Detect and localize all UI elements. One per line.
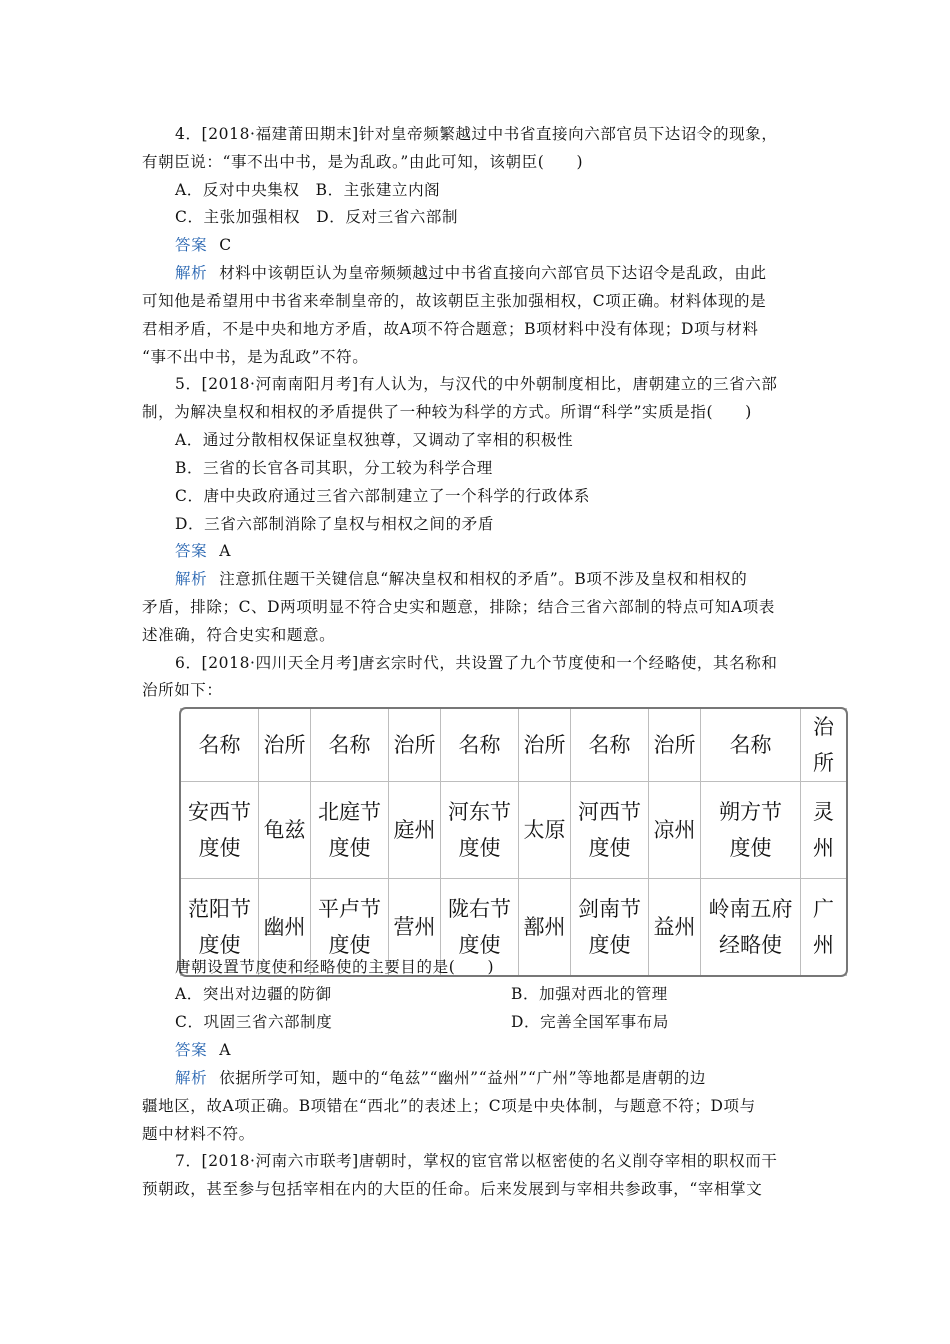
header-cell: 名称 [181,709,259,782]
q4-stem-line-2: 有朝臣说：“事不出中书，是为乱政。”由此可知，该朝臣( ) [142,153,584,171]
q5-option-a: A．通过分散相权保证皇权独尊，又调动了宰相的积极性 [175,431,574,449]
cell-line: 度使 [458,836,501,860]
table-cell [519,879,571,976]
analysis-label: 解析 [175,264,208,282]
table-cell [519,782,571,879]
q6-answer [175,1040,231,1060]
cell-line: 岭南五府 [708,897,793,921]
cell-line: 度使 [729,836,772,860]
table-cell [801,879,847,976]
cell-line: 范阳节 [188,897,251,921]
table-cell [441,782,519,879]
q4-options-ab: A．反对中央集权 B．主张建立内阁 [175,181,441,199]
header-cell: 名称 [571,709,649,782]
cell-line: 河东节 [448,800,511,824]
q6-analysis-line-3: 题中材料不符。 [142,1125,255,1143]
q5-answer [175,541,231,561]
answer-label: 答案 [175,542,208,560]
cell-line: 庭州 [393,818,436,842]
header-cell: 治所 [519,709,571,782]
answer-label: 答案 [175,1041,208,1059]
q4-analysis-line-2: 可知他是希望用中书省来牵制皇帝的，故该朝臣主张加强相权，C项正确。材料体现的是 [142,292,767,310]
analysis-text: 材料中该朝臣认为皇帝频频越过中书省直接向六部官员下达诏令是乱政，由此 [219,264,767,282]
q5-option-d: D．三省六部制消除了皇权与相权之间的矛盾 [175,515,494,533]
q5-stem-line-2: 制，为解决皇权和相权的矛盾提供了一种较为科学的方式。所谓“科学”实质是指( ) [142,403,752,421]
table-header-row [181,709,847,782]
table-cell [571,879,649,976]
header-cell: 治所 [259,709,311,782]
cell-line: 经略使 [719,933,782,957]
table-cell [649,782,701,879]
cell-line: 益州 [653,915,696,939]
cell-line: 太原 [523,818,566,842]
cell-line: 鄯州 [523,915,566,939]
table-row [181,782,847,879]
table-cell [259,782,311,879]
q5-analysis-line-3: 述准确，符合史实和题意。 [142,626,336,644]
cell-line: 度使 [588,836,631,860]
cell-line: 龟兹 [263,818,306,842]
table-cell [181,782,259,879]
cell-line: 河西节 [578,800,641,824]
cell-line: 度使 [458,933,501,957]
q6-option-b: B．加强对西北的管理 [511,985,668,1003]
cell-line: 朔方节 [719,800,782,824]
q4-answer [175,235,232,255]
table-cell [801,782,847,879]
cell-line: 安西节 [188,800,251,824]
cell-line: 陇右节 [448,897,511,921]
table-cell [649,879,701,976]
q6-stem-line-2: 治所如下： [142,681,223,699]
q6-stem-line-1: 6．[2018·四川天全月考]唐玄宗时代，共设置了九个节度使和一个经略使，其名称和 [175,654,778,672]
q4-stem-line-1: 4．[2018·福建莆田期末]针对皇帝频繁越过中书省直接向六部官员下达诏令的现象， [175,125,778,143]
header-cell: 治所 [389,709,441,782]
cell-line: 凉州 [653,818,696,842]
q4-options-cd: C．主张加强相权 D．反对三省六部制 [175,208,459,226]
answer-label: 答案 [175,236,208,254]
cell-line: 广州 [813,897,834,957]
analysis-label: 解析 [175,1069,208,1087]
table-cell [571,782,649,879]
cell-line: 剑南节 [578,897,641,921]
table-cell [311,782,389,879]
cell-line: 营州 [393,915,436,939]
table-cell [701,879,801,976]
q4-analysis-line-4: “事不出中书，是为乱政”不符。 [142,348,369,366]
q6-option-c: C．巩固三省六部制度 [175,1013,333,1031]
header-cell: 治所 [801,709,847,782]
q6-option-a: A．突出对边疆的防御 [175,985,332,1003]
cell-line: 度使 [588,933,631,957]
cell-line: 度使 [328,836,371,860]
cell-line: 幽州 [263,915,306,939]
q4-analysis-line-1 [175,263,767,283]
q6-stem: 唐朝设置节度使和经略使的主要目的是( ) [175,958,495,976]
analysis-label: 解析 [175,570,208,588]
header-cell: 名称 [701,709,801,782]
header-cell: 名称 [441,709,519,782]
analysis-text: 依据所学可知，题中的“龟兹”“幽州”“益州”“广州”等地都是唐朝的边 [219,1069,706,1087]
table-cell [701,782,801,879]
header-cell: 名称 [311,709,389,782]
q5-option-c: C．唐中央政府通过三省六部制建立了一个科学的行政体系 [175,487,590,505]
q7-stem-line-2: 预朝政，甚至参与包括宰相在内的大臣的任命。后来发展到与宰相共参政事，“宰相掌文 [142,1180,763,1198]
q5-stem-line-1: 5．[2018·河南南阳月考]有人认为，与汉代的中外朝制度相比，唐朝建立的三省六部 [175,375,778,393]
answer-value: A [219,1041,231,1059]
analysis-text: 注意抓住题干关键信息“解决皇权和相权的矛盾”。B项不涉及皇权和相权的 [219,570,748,588]
q6-analysis-line-1 [175,1068,706,1088]
cell-line: 度使 [198,836,241,860]
cell-line: 度使 [198,933,241,957]
q4-analysis-line-3: 君相矛盾，不是中央和地方矛盾，故A项不符合题意；B项材料中没有体现；D项与材料 [142,320,759,338]
cell-line: 度使 [328,933,371,957]
answer-value: C [219,236,232,254]
cell-line: 平卢节 [318,897,381,921]
q5-analysis-line-2: 矛盾，排除；C、D两项明显不符合史实和题意，排除；结合三省六部制的特点可知A项表 [142,598,775,616]
q7-stem-line-1: 7．[2018·河南六市联考]唐朝时，掌权的宦官常以枢密使的名义削夺宰相的职权而干 [175,1152,778,1170]
q5-option-b: B．三省的长官各司其职，分工较为科学合理 [175,459,493,477]
q5-analysis-line-1 [175,569,747,589]
table-cell [389,782,441,879]
q6-option-d: D．完善全国军事布局 [511,1013,669,1031]
cell-line: 北庭节 [318,800,381,824]
jiedushi-table [180,708,847,976]
cell-line: 灵州 [813,800,834,860]
answer-value: A [219,542,231,560]
q6-analysis-line-2: 疆地区，故A项正确。B项错在“西北”的表述上；C项是中央体制，与题意不符；D项与 [142,1097,756,1115]
header-cell: 治所 [649,709,701,782]
